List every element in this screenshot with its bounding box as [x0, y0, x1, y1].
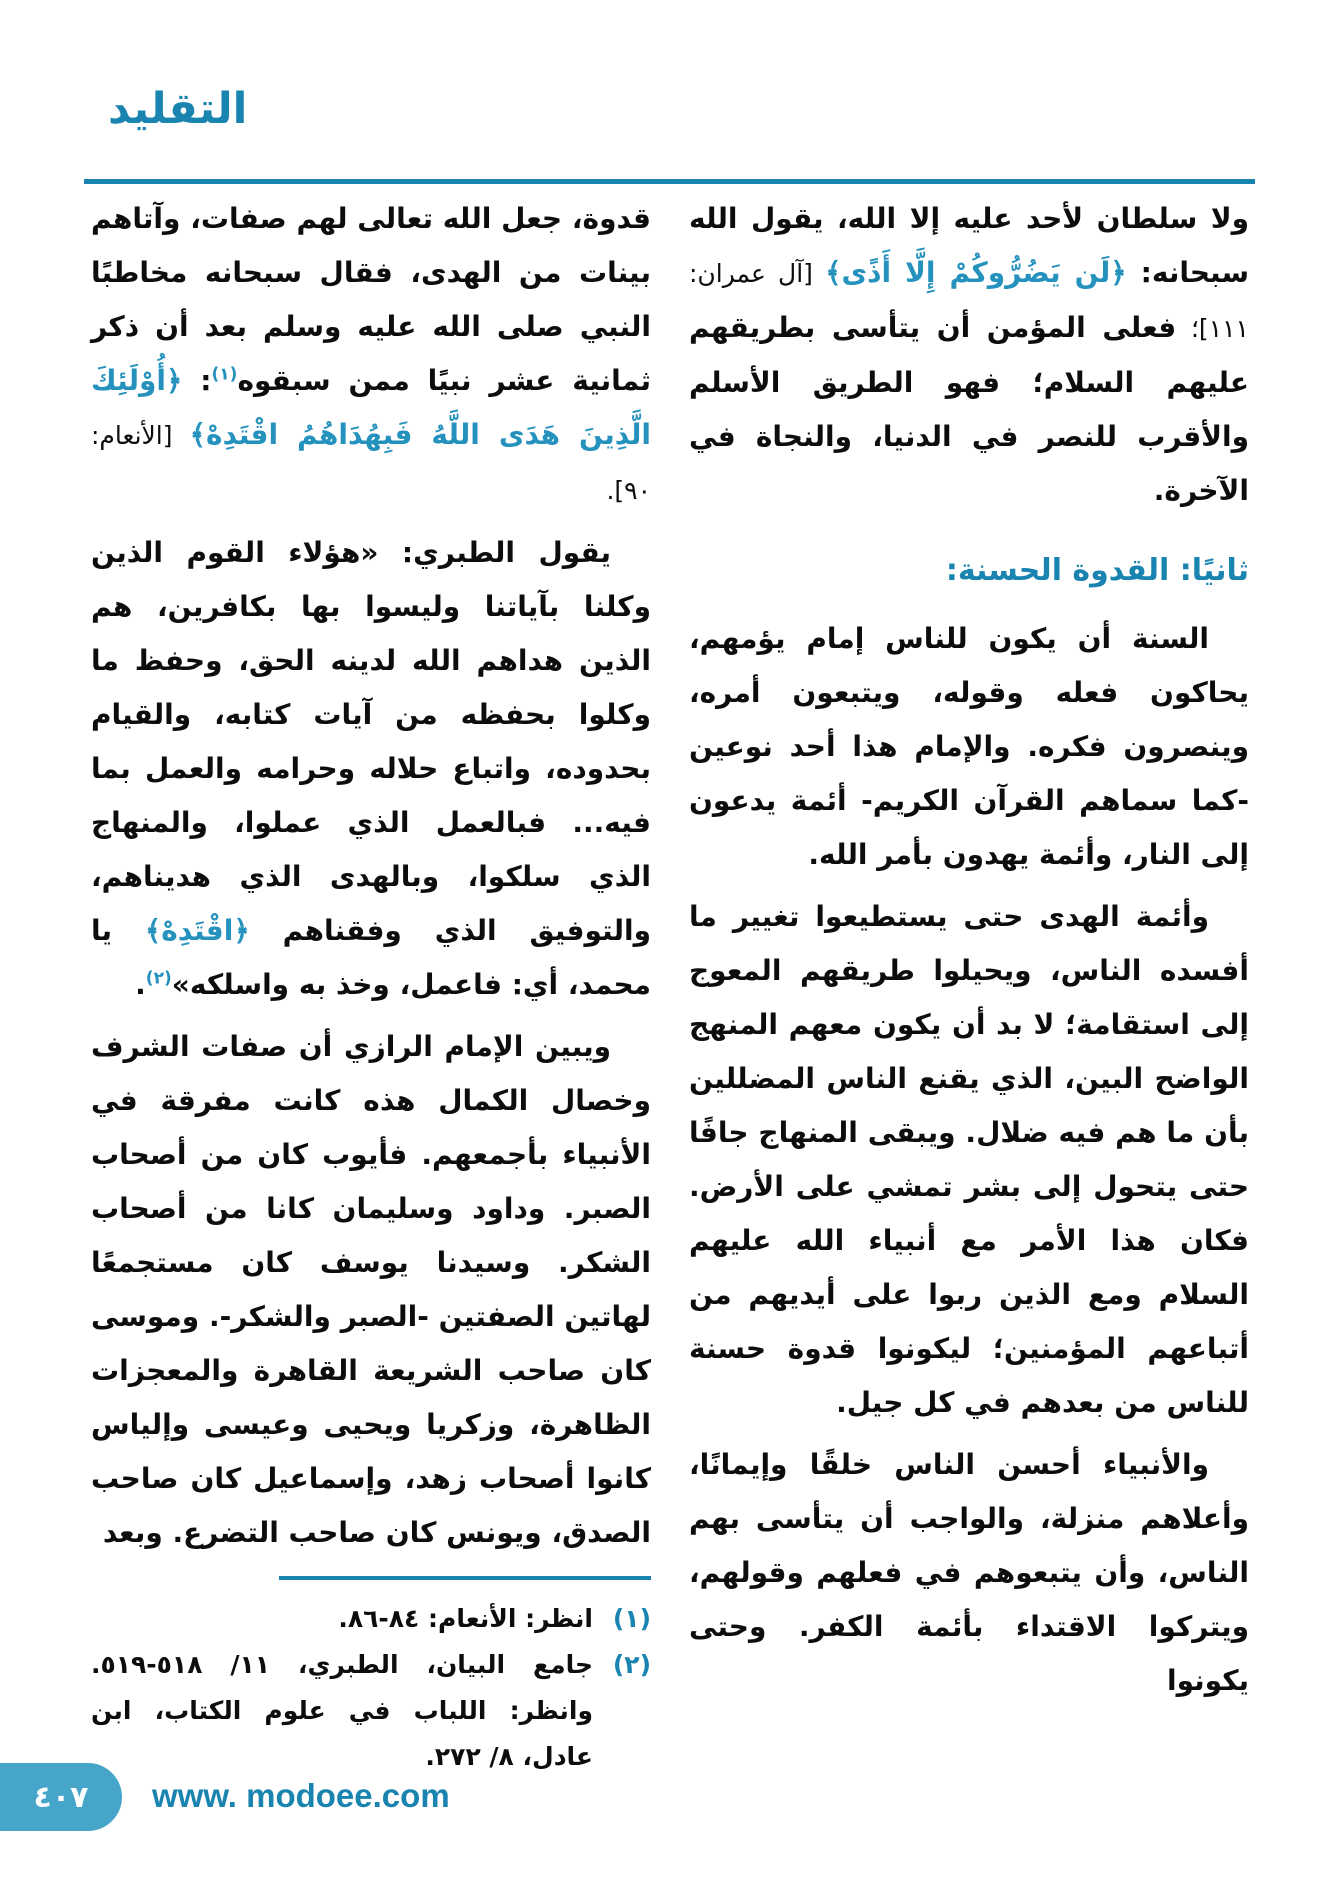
paragraph: [91, 1020, 651, 1560]
quran-verse: ﴿لَن يَضُرُّوكُمْ إِلَّا أَذًى﴾: [825, 256, 1127, 289]
text-run: ويبين الإمام الرازي أن صفات الشرف وخصال الكمال هذه كانت مفرقة في الأنبياء بأجمعهم. فأيوب كان من أصحاب الصبر. وداود وسليمان كانا من أصحاب الشكر. وسيدنا يوسف كان مستجمعًا لهاتين الصفتين -الصبر والشكر-. وموسى كان صاحب الشريعة القاهرة والمعجزات الظاهرة، وزكريا ويحيى وعيسى وإلياس كانوا أصحاب زهد، وإسماعيل كان صاحب الصدق، ويونس كان صاحب التضرع. وبعد: [91, 1030, 651, 1549]
quran-verse: ﴿اقْتَدِهْ﴾: [144, 914, 250, 947]
text-run: .: [135, 968, 146, 1001]
text-run: وأئمة الهدى حتى يستطيعوا تغيير ما أفسده الناس، ويحيلوا طريقهم المعوج إلى استقامة؛ لا بد أن يكون معهم المنهج الواضح البين، الذي يقنع الناس المضللين بأن ما هم فيه ضلال. ويبقى المنهاج جافًا حتى يتحول إلى بشر تمشي على الأرض. فكان هذا الأمر مع أنبياء الله عليهم السلام ومع الذين ربوا على أيديهم من أتباعهم المؤمنين؛ ليكونوا قدوة حسنة للناس من بعدهم في كل جيل.: [689, 900, 1249, 1419]
verse-reference: [آل عمران: ١١١]؛: [689, 259, 1249, 343]
column-right: [689, 192, 1249, 1758]
quran-verse: ﴿أُوْلَئِكَ الَّذِينَ هَدَى اللَّهُ فَبِهُدَاهُمُ اقْتَدِهْ﴾: [91, 364, 651, 451]
chapter-title: التقليد: [108, 84, 248, 134]
paragraph: [689, 192, 1249, 518]
text-run: فعلى المؤمن أن يتأسى بطريقهم عليهم السلام؛ فهو الطريق الأسلم والأقرب للنصر في الدنيا، والنجاة في الآخرة.: [689, 311, 1249, 507]
column-left: [91, 192, 651, 1771]
footnote-area: [91, 1576, 651, 1780]
footnote-divider: [279, 1576, 651, 1580]
text-run: والأنبياء أحسن الناس خلقًا وإيمانًا، وأعلاهم منزلة، والواجب أن يتأسى بهم الناس، وأن يتبعوهم في فعلهم وقولهم، ويتركوا الاقتداء بأئمة الكفر. وحتى يكونوا: [689, 1448, 1249, 1697]
footnote-number: (١): [612, 1604, 651, 1633]
paragraph: [689, 890, 1249, 1430]
text-run: ولا سلطان لأحد عليه إلا الله، يقول الله سبحانه:: [689, 202, 1249, 289]
footnote-marker: (٢): [145, 968, 172, 989]
header-rule: [84, 179, 1255, 184]
page-number: ٤٠٧: [33, 1779, 89, 1815]
footnote: [91, 1596, 651, 1642]
text-run: السنة أن يكون للناس إمام يؤمهم، يحاكون فعله وقوله، ويتبعون أمره، وينصرون فكره. والإمام هذا أحد نوعين -كما سماهم القرآن الكريم- أئمة يدعون إلى النار، وأئمة يهدون بأمر الله.: [689, 622, 1249, 871]
paragraph: [91, 192, 651, 518]
text-run: :: [182, 364, 212, 397]
text-run: قدوة، جعل الله تعالى لهم صفات، وآتاهم بينات من الهدى، فقال سبحانه مخاطبًا النبي صلى الله عليه وسلم بعد أن ذكر ثمانية عشر نبيًا ممن سبقوه: [91, 202, 651, 397]
section-heading: ثانيًا: القدوة الحسنة:: [945, 553, 1249, 588]
two-column-text: [90, 192, 1249, 1771]
paragraph: [689, 612, 1249, 882]
website-url: www. modoee.com: [152, 1777, 450, 1814]
footnote-marker: (١): [211, 364, 238, 385]
footnote-number: (٢): [612, 1650, 651, 1679]
footnotes: [91, 1596, 651, 1780]
page-number-badge: [0, 1763, 122, 1831]
footnote: [91, 1642, 651, 1780]
column-left-body: [91, 192, 651, 1560]
paragraph: [91, 526, 651, 1012]
text-run: يا محمد، أي: فاعمل، وخذ به واسلكه»: [91, 914, 651, 1001]
footnote-text: انظر: الأنعام: ٨٤-٨٦.: [338, 1604, 593, 1633]
footnote-text: جامع البيان، الطبري، ١١/ ٥١٨-٥١٩. وانظر: اللباب في علوم الكتاب، ابن عادل، ٨/ ٢٧٢.: [91, 1650, 593, 1771]
text-run: يقول الطبري: «هؤلاء القوم الذين وكلنا بآياتنا وليسوا بها بكافرين، هم الذين هداهم الله لدينه الحق، وحفظ ما وكلوا بحفظه من آيات كتابه، والقيام بحدوده، واتباع حلاله وحرامه والعمل بما فيه... فبالعمل الذي عملوا، والمنهاج الذي سلكوا، وبالهدى الذي هديناهم، والتوفيق الذي وفقناهم: [91, 536, 651, 947]
paragraph: [689, 1438, 1249, 1708]
verse-reference: [الأنعام: ٩٠].: [91, 421, 651, 505]
